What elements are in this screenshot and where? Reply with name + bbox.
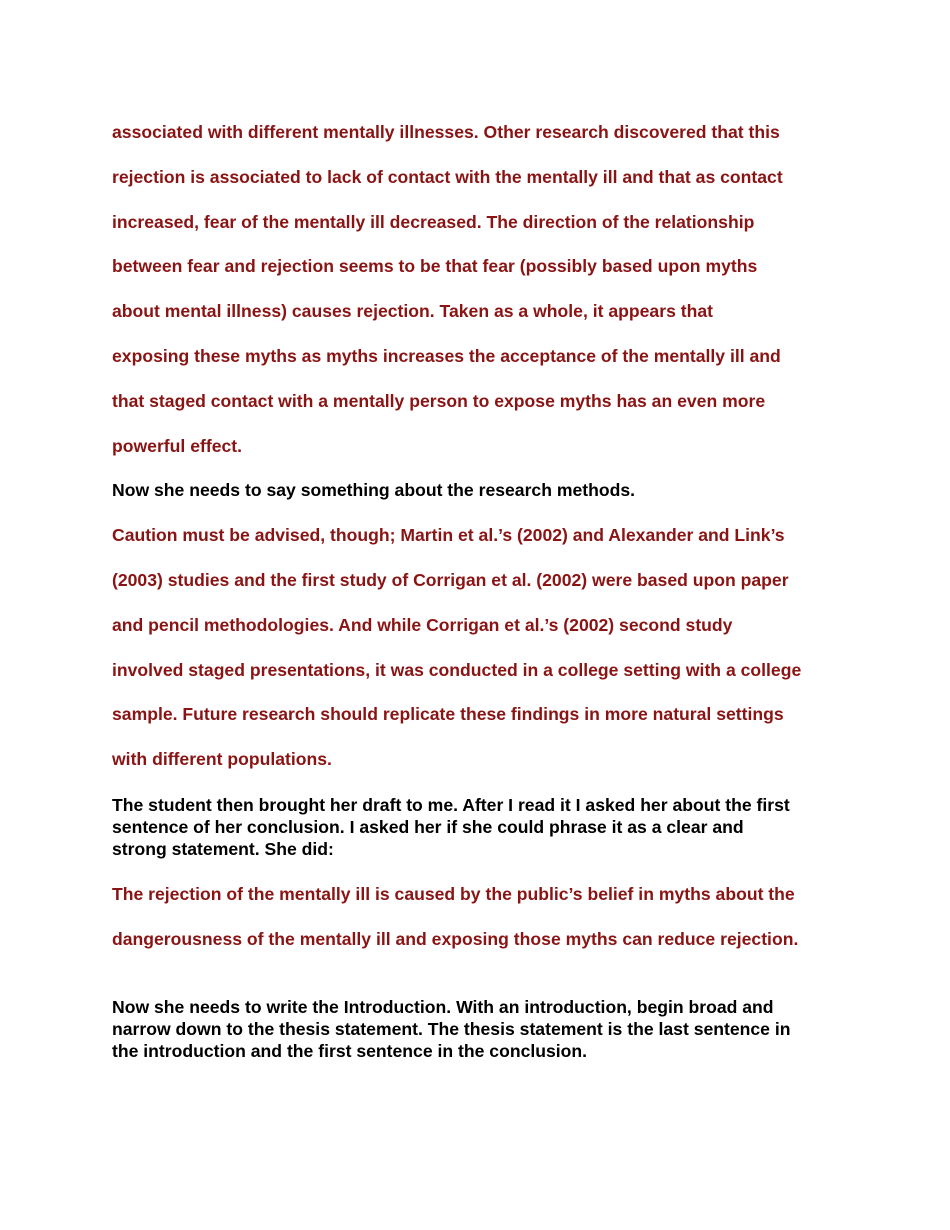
commentary-note-1 [112,468,842,513]
text-line: narrow down to the thesis statement. The thesis statement is the last sentence in [112,1018,791,1039]
commentary-note-3 [112,996,842,1062]
text-line: that staged contact with a mentally person to expose myths has an even more [112,390,766,411]
commentary-note-2 [112,794,842,860]
thesis-statement [112,872,842,962]
text-line: strong statement. She did: [112,838,334,859]
text-line: between fear and rejection seems to be that fear (possibly based upon myths [112,256,758,277]
conclusion-paragraph-2 [112,513,842,782]
text-line: and pencil methodologies. And while Corrigan et al.’s (2002) second study [112,614,733,635]
text-line: Caution must be advised, though; Martin et al.’s (2002) and Alexander and Link’s [112,525,785,546]
text-line: about mental illness) causes rejection. Taken as a whole, it appears that [112,301,713,322]
text-line: involved staged presentations, it was conducted in a college setting with a college [112,659,802,680]
text-line: Now she needs to say something about the research methods. [112,480,636,501]
text-line: powerful effect. [112,435,243,456]
text-line: with different populations. [112,749,332,770]
text-line: (2003) studies and the first study of Corrigan et al. (2002) were based upon paper [112,569,789,590]
conclusion-paragraph-1 [112,110,842,468]
text-line: The student then brought her draft to me. After I read it I asked her about the first [112,794,790,815]
text-line: The rejection of the mentally ill is caused by the public’s belief in myths about the [112,883,795,904]
text-line: the introduction and the first sentence in the conclusion. [112,1040,588,1061]
text-line: increased, fear of the mentally ill decreased. The direction of the relationship [112,211,755,232]
text-line: rejection is associated to lack of contact with the mentally ill and that as contact [112,166,783,187]
text-line: sentence of her conclusion. I asked her if she could phrase it as a clear and [112,816,744,837]
text-line: Now she needs to write the Introduction. With an introduction, begin broad and [112,996,774,1017]
document-page [112,110,842,1062]
text-line: sample. Future research should replicate these findings in more natural settings [112,704,784,725]
text-line: associated with different mentally illnesses. Other research discovered that this [112,122,780,142]
text-line: exposing these myths as myths increases the acceptance of the mentally ill and [112,345,781,366]
text-line: dangerousness of the mentally ill and exposing those myths can reduce rejection. [112,928,799,949]
